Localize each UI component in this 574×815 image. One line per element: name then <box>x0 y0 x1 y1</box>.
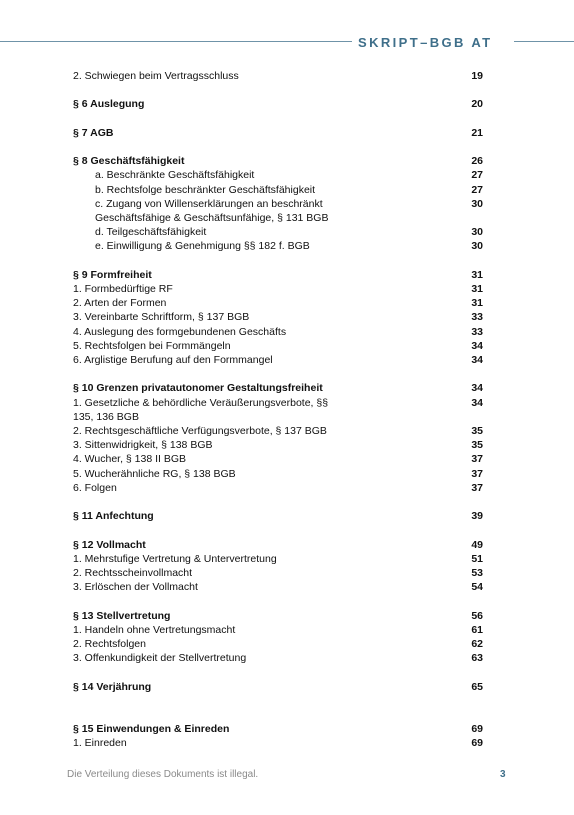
toc-entry-title: b. Rechtsfolge beschränkter Geschäftsfähigkeit <box>95 183 316 196</box>
toc-entry-title: 5. Rechtsfolgen bei Formmängeln <box>73 339 231 352</box>
toc-spacer <box>73 694 483 722</box>
toc-entry-title: § 15 Einwendungen & Einreden <box>73 723 230 736</box>
toc-entry[interactable] <box>73 481 483 495</box>
toc-entry-title: Geschäftsfähige & Geschäftsunfähige, § 131 BGB <box>95 211 329 224</box>
toc-entry-page: 21 <box>471 126 483 139</box>
toc-entry[interactable] <box>73 353 483 367</box>
toc-section-entry[interactable] <box>73 154 483 168</box>
toc-entry-page <box>453 410 483 424</box>
toc-entry[interactable] <box>73 552 483 566</box>
toc-section-entry[interactable] <box>73 509 483 523</box>
toc-entry-page: 19 <box>471 70 483 82</box>
toc-entry[interactable] <box>73 452 483 466</box>
toc-entry[interactable] <box>73 197 483 211</box>
toc-section-entry[interactable] <box>73 97 483 111</box>
toc-entry-title: d. Teilgeschäftsfähigkeit <box>95 226 207 239</box>
toc-entry-title: 2. Rechtsfolgen <box>73 638 146 650</box>
toc-entry[interactable] <box>73 410 483 424</box>
toc-entry-page: 53 <box>471 567 483 579</box>
toc-entry-title: 6. Folgen <box>73 481 117 494</box>
toc-entry-page: 31 <box>471 268 483 281</box>
toc-section-entry[interactable] <box>73 538 483 552</box>
toc-entry-title: § 6 Auslegung <box>73 98 145 111</box>
toc-spacer <box>73 83 483 97</box>
toc-entry[interactable] <box>73 651 483 665</box>
toc-entry-title: 3. Erlöschen der Vollmacht <box>73 581 198 594</box>
toc-entry-title: 2. Arten der Formen <box>73 297 167 310</box>
toc-entry-title: § 10 Grenzen privatautonomer Gestaltungsfreiheit <box>73 382 323 395</box>
toc-section-entry[interactable] <box>73 381 483 395</box>
toc-entry-title: § 7 AGB <box>73 126 114 139</box>
toc-section-entry[interactable] <box>73 268 483 282</box>
toc-entry-title: 5. Wucherähnliche RG, § 138 BGB <box>73 467 236 480</box>
toc-entry-title: 1. Mehrstufige Vertretung & Untervertretung <box>73 552 277 565</box>
toc-entry-title: § 9 Formfreiheit <box>73 268 152 281</box>
toc-section-entry[interactable] <box>73 609 483 623</box>
toc-entry[interactable] <box>73 566 483 580</box>
toc-entry[interactable] <box>73 467 483 481</box>
toc-entry-page: 49 <box>471 538 483 551</box>
toc-entry-title: 4. Wucher, § 138 II BGB <box>73 453 187 466</box>
header-title: SKRIPT–BGB AT <box>358 35 493 50</box>
toc-entry-page: 37 <box>471 467 483 480</box>
toc-entry-page: 31 <box>471 297 483 310</box>
toc-entry-page: 62 <box>471 638 483 650</box>
toc-entry-page: 39 <box>471 510 483 523</box>
toc-entry-title: § 8 Geschäftsfähigkeit <box>73 155 185 168</box>
toc-section-entry[interactable] <box>73 722 483 736</box>
toc-entry[interactable] <box>73 424 483 438</box>
toc-spacer <box>73 495 483 509</box>
toc-entry-page: 30 <box>471 226 483 239</box>
toc-entry[interactable] <box>73 736 483 750</box>
toc-entry-page: 56 <box>471 609 483 622</box>
toc-entry-page: 35 <box>471 425 483 437</box>
toc-spacer <box>73 140 483 154</box>
toc-section-entry[interactable] <box>73 680 483 694</box>
toc-entry-title: 2. Rechtsscheinvollmacht <box>73 567 193 579</box>
toc-entry-title: c. Zugang von Willenserklärungen an beschränkt <box>95 197 323 210</box>
toc-entry-page: 34 <box>471 382 483 395</box>
toc-entry-title: 3. Vereinbarte Schriftform, § 137 BGB <box>73 311 250 324</box>
toc-entry-page: 65 <box>471 680 483 693</box>
toc-entry[interactable] <box>73 580 483 594</box>
toc-entry-page: 63 <box>471 652 483 665</box>
toc-spacer <box>73 112 483 126</box>
toc-entry-title: 6. Arglistige Berufung auf den Formmangel <box>73 354 273 366</box>
toc-entry-page: 34 <box>471 339 483 352</box>
header-rule-right <box>514 41 574 42</box>
toc-entry-page: 26 <box>471 155 483 168</box>
toc-entry-title: § 11 Anfechtung <box>73 510 154 523</box>
toc-entry[interactable] <box>73 339 483 353</box>
toc-entry-page: 61 <box>471 623 483 636</box>
toc-entry-page <box>453 211 483 225</box>
toc-entry[interactable] <box>73 296 483 310</box>
toc-section-entry[interactable] <box>73 126 483 140</box>
toc-entry-title: 135, 136 BGB <box>73 410 139 423</box>
toc-entry-page: 34 <box>471 396 483 409</box>
toc-entry[interactable] <box>73 623 483 637</box>
toc-entry-title: a. Beschränkte Geschäftsfähigkeit <box>95 169 255 182</box>
toc-entry-title: e. Einwilligung & Genehmigung §§ 182 f. BGB <box>95 240 310 253</box>
toc-entry-title: § 13 Stellvertretung <box>73 609 171 622</box>
toc-spacer <box>73 665 483 679</box>
toc-entry[interactable] <box>73 438 483 452</box>
toc-entry-page: 27 <box>471 183 483 196</box>
toc-spacer <box>73 254 483 268</box>
toc-entry-title: 2. Schwiegen beim Vertragsschluss <box>73 70 239 82</box>
toc-entry[interactable] <box>73 325 483 339</box>
toc-entry-title: § 14 Verjährung <box>73 680 152 693</box>
toc-entry[interactable] <box>73 239 483 253</box>
toc-entry[interactable] <box>73 637 483 651</box>
toc-entry-title: 3. Offenkundigkeit der Stellvertretung <box>73 652 247 665</box>
toc-entry-page: 69 <box>471 723 483 736</box>
toc-entry-page: 34 <box>471 354 483 366</box>
toc-entry-page: 37 <box>471 453 483 466</box>
toc-entry-page: 30 <box>471 197 483 210</box>
toc-entry-title: 1. Formbedürftige RF <box>73 282 173 295</box>
toc-entry-page: 37 <box>471 481 483 494</box>
toc-entry[interactable] <box>73 396 483 410</box>
toc-entry[interactable] <box>73 282 483 296</box>
toc-entry-title: 1. Gesetzliche & behördliche Veräußerungsverbote, §§ <box>73 396 329 409</box>
toc-spacer <box>73 594 483 608</box>
page-number: 3 <box>500 769 506 780</box>
toc-entry-page: 27 <box>471 169 483 182</box>
toc-entry[interactable] <box>73 225 483 239</box>
toc-entry-title: § 12 Vollmacht <box>73 538 146 551</box>
toc-entry[interactable] <box>73 310 483 324</box>
toc-spacer <box>73 367 483 381</box>
toc-entry[interactable] <box>73 211 483 225</box>
toc-spacer <box>73 523 483 537</box>
toc-entry-title: 1. Handeln ohne Vertretungsmacht <box>73 623 236 636</box>
toc-entry-page: 33 <box>471 311 483 324</box>
toc-entry-page: 31 <box>471 282 483 295</box>
toc-entry-page: 54 <box>471 581 483 594</box>
footer-notice: Die Verteilung dieses Dokuments ist illegal. <box>67 769 259 780</box>
toc-entry-page: 69 <box>471 737 483 750</box>
toc-entry[interactable] <box>73 168 483 182</box>
table-of-contents <box>73 69 483 751</box>
toc-entry-page: 33 <box>471 325 483 338</box>
toc-entry-title: 4. Auslegung des formgebundenen Geschäfts <box>73 325 287 338</box>
toc-entry-page: 51 <box>471 552 483 565</box>
toc-entry-page: 35 <box>471 439 483 452</box>
toc-entry[interactable] <box>73 69 483 83</box>
header-rule-left <box>0 41 352 42</box>
toc-entry-title: 2. Rechtsgeschäftliche Verfügungsverbote, § 137 BGB <box>73 425 327 437</box>
toc-entry[interactable] <box>73 183 483 197</box>
toc-entry-title: 1. Einreden <box>73 737 127 750</box>
toc-entry-title: 3. Sittenwidrigkeit, § 138 BGB <box>73 439 213 452</box>
toc-entry-page: 20 <box>471 98 483 111</box>
toc-entry-page: 30 <box>471 240 483 253</box>
